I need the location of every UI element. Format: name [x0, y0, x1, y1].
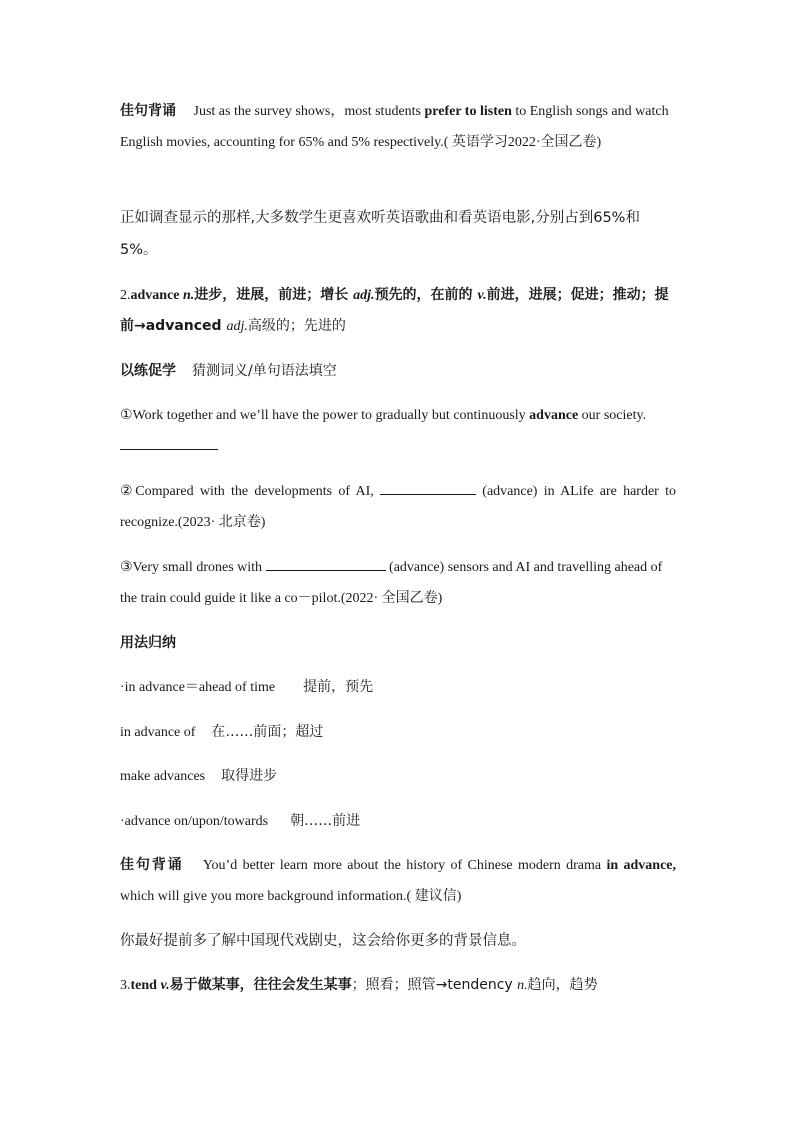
sentence-text: to English songs and watch English movies, accounting for 65% and 5% respectively.( 英语学习2022·全国乙卷) — [120, 104, 669, 150]
question-text: ②Compared with the developments of AI, — [120, 484, 381, 499]
question-text: (advance) sensors and AI and travelling ahead of the train could guide it like a co－pilot.(2022· 全国乙卷) — [120, 560, 663, 606]
vocab-entry-tend — [120, 970, 700, 1001]
part-of-speech: adj. — [353, 288, 375, 303]
part-of-speech: v. — [160, 978, 170, 993]
question-text: ①Work together and we’ll have the power to gradually but continuously — [120, 408, 530, 423]
key-phrase: in advance, — [606, 858, 677, 873]
answer-blank[interactable] — [120, 435, 218, 450]
question-text: ③Very small drones with — [120, 560, 266, 575]
usage-phrase: ·advance on/upon/towards — [120, 814, 269, 829]
usage-meaning: 提前，预先 — [303, 679, 374, 695]
section-label: 佳句背诵 — [120, 103, 176, 119]
usage-row — [120, 676, 373, 699]
question-text: our society. — [578, 408, 647, 423]
meaning: 预先的，在前的 — [374, 287, 478, 303]
sentence-text: You’d better learn more about the history of Chinese modern drama — [202, 858, 607, 873]
usage-phrase: make advances — [120, 769, 206, 784]
answer-blank[interactable] — [380, 480, 476, 495]
headword: advance — [130, 288, 180, 303]
usage-phrase: ·in advance＝ahead of time — [120, 680, 276, 695]
practice-title: 以练促学 — [120, 363, 176, 379]
vocab-entry-advance — [120, 280, 676, 342]
practice-question-3 — [120, 552, 676, 614]
translation-2: 你最好提前多了解中国现代戏剧史，这会给你更多的背景信息。 — [120, 933, 526, 949]
sentence-text: which will give you more background information.( 建议信) — [120, 889, 462, 904]
part-of-speech: n. — [517, 978, 528, 993]
meaning: 进步，进展，前进；增长 — [194, 287, 354, 303]
meaning: 高级的；先进的 — [247, 318, 346, 334]
part-of-speech: adj. — [226, 319, 248, 334]
usage-row — [120, 765, 277, 788]
meaning: 趋向，趋势 — [527, 977, 598, 993]
part-of-speech: v. — [477, 288, 487, 303]
entry-number: 2. — [120, 288, 131, 303]
meaning: 易于做某事，往往会发生某事 — [169, 977, 352, 993]
example-sentence-1 — [120, 96, 676, 158]
usage-phrase: in advance of — [120, 725, 196, 740]
key-word: advance — [529, 408, 579, 423]
headword: tend — [130, 978, 157, 993]
key-phrase: prefer to listen — [424, 104, 512, 119]
question-text: (advance) in ALife are harder to recognize.(2023· 北京卷) — [120, 484, 676, 530]
usage-meaning: 在……前面；超过 — [211, 724, 324, 740]
practice-heading — [120, 356, 676, 387]
usage-row — [120, 721, 323, 744]
meaning: ；照看；照管→tendency — [351, 977, 518, 993]
meaning: 前进，进展；促进；推动；提前→advanced — [120, 287, 669, 334]
entry-number: 3. — [120, 978, 131, 993]
practice-subtitle: 猜测词义/单句语法填空 — [192, 363, 337, 379]
usage-meaning: 朝……前进 — [290, 813, 361, 829]
sentence-text: Just as the survey shows，most students — [193, 104, 425, 119]
section-label: 佳句背诵 — [120, 857, 184, 873]
part-of-speech: n. — [183, 288, 195, 303]
usage-meaning: 取得进步 — [221, 768, 278, 784]
translation-1: 正如调查显示的那样,大多数学生更喜欢听英语歌曲和看英语电影,分别占到65%和 5%。 — [120, 210, 640, 258]
example-sentence-2 — [120, 850, 676, 912]
usage-title: 用法归纳 — [120, 635, 176, 651]
practice-question-2 — [120, 476, 676, 538]
practice-question-1 — [120, 400, 676, 462]
answer-blank[interactable] — [266, 556, 386, 571]
usage-row — [120, 810, 360, 833]
